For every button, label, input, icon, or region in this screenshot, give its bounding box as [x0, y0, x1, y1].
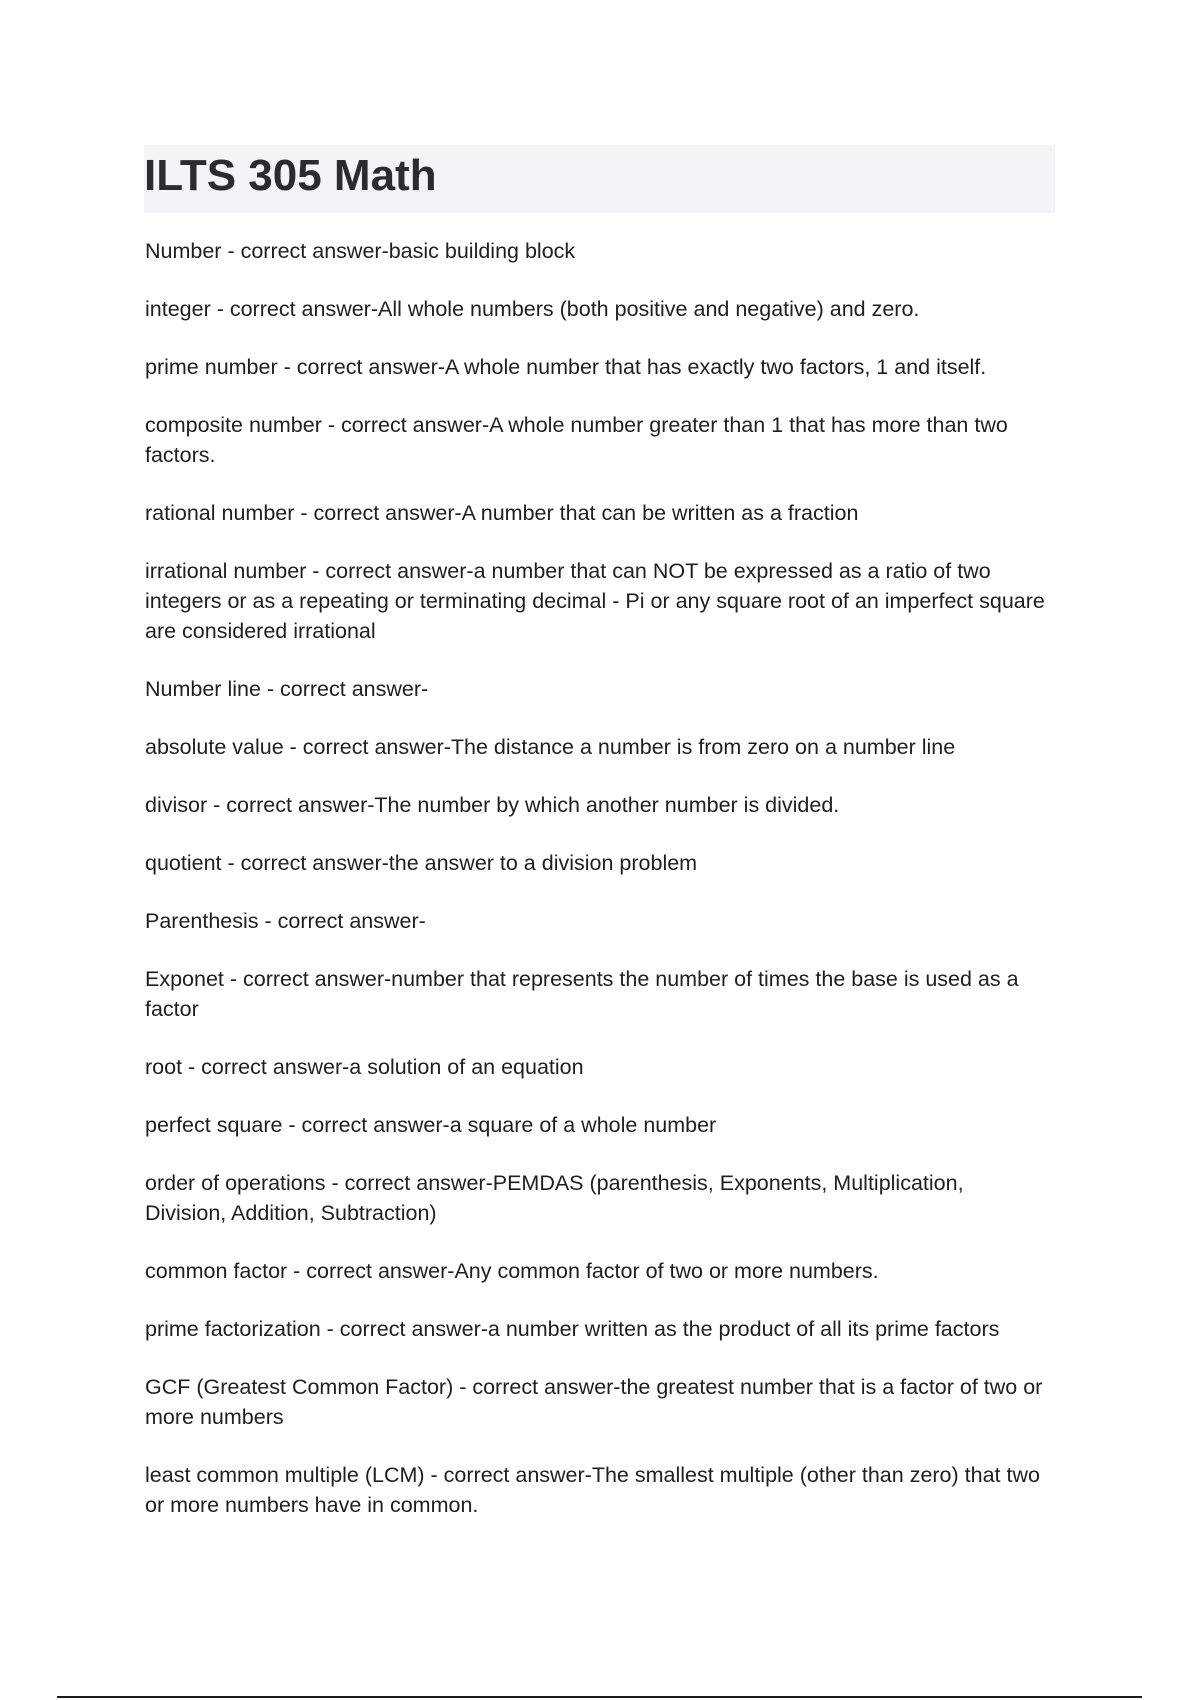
definition-entry: order of operations - correct answer-PEMDAS (parenthesis, Exponents, Multiplication, Division, Addition, Subtraction) — [145, 1171, 964, 1225]
definition-entry: irrational number - correct answer-a number that can NOT be expressed as a ratio of two integers or as a repeating or terminating decimal - Pi or any square root of an imperfect square are considered irrational — [145, 559, 1045, 643]
definition-entry: Number - correct answer-basic building block — [145, 239, 576, 263]
definition-entry: Parenthesis - correct answer- — [145, 909, 426, 933]
definition-entry: Number line - correct answer- — [145, 677, 429, 701]
definition-entry: divisor - correct answer-The number by which another number is divided. — [145, 793, 840, 817]
definition-entry: integer - correct answer-All whole numbers (both positive and negative) and zero. — [145, 297, 920, 321]
definition-entry: absolute value - correct answer-The distance a number is from zero on a number line — [145, 735, 956, 759]
definition-entry: common factor - correct answer-Any common factor of two or more numbers. — [145, 1259, 879, 1283]
definition-entry: prime factorization - correct answer-a number written as the product of all its prime factors — [145, 1317, 1000, 1341]
definition-entry: composite number - correct answer-A whole number greater than 1 that has more than two factors. — [145, 413, 1008, 467]
page-title: ILTS 305 Math — [144, 151, 437, 200]
definition-entry: quotient - correct answer-the answer to a division problem — [145, 851, 698, 875]
title-banner — [144, 145, 1055, 213]
definition-entry: Exponet - correct answer-number that represents the number of times the base is used as a factor — [145, 967, 1019, 1021]
definition-entry: prime number - correct answer-A whole number that has exactly two factors, 1 and itself. — [145, 355, 987, 379]
definition-entry: least common multiple (LCM) - correct answer-The smallest multiple (other than zero) that two or more numbers have in common. — [145, 1463, 1040, 1517]
definition-entry: GCF (Greatest Common Factor) - correct answer-the greatest number that is a factor of two or more numbers — [145, 1375, 1043, 1429]
definition-entry: rational number - correct answer-A number that can be written as a fraction — [145, 501, 859, 525]
definition-list — [145, 236, 1050, 1548]
definition-entry: root - correct answer-a solution of an equation — [145, 1055, 584, 1079]
definition-entry: perfect square - correct answer-a square of a whole number — [145, 1113, 717, 1137]
footer-divider — [57, 1696, 1142, 1698]
